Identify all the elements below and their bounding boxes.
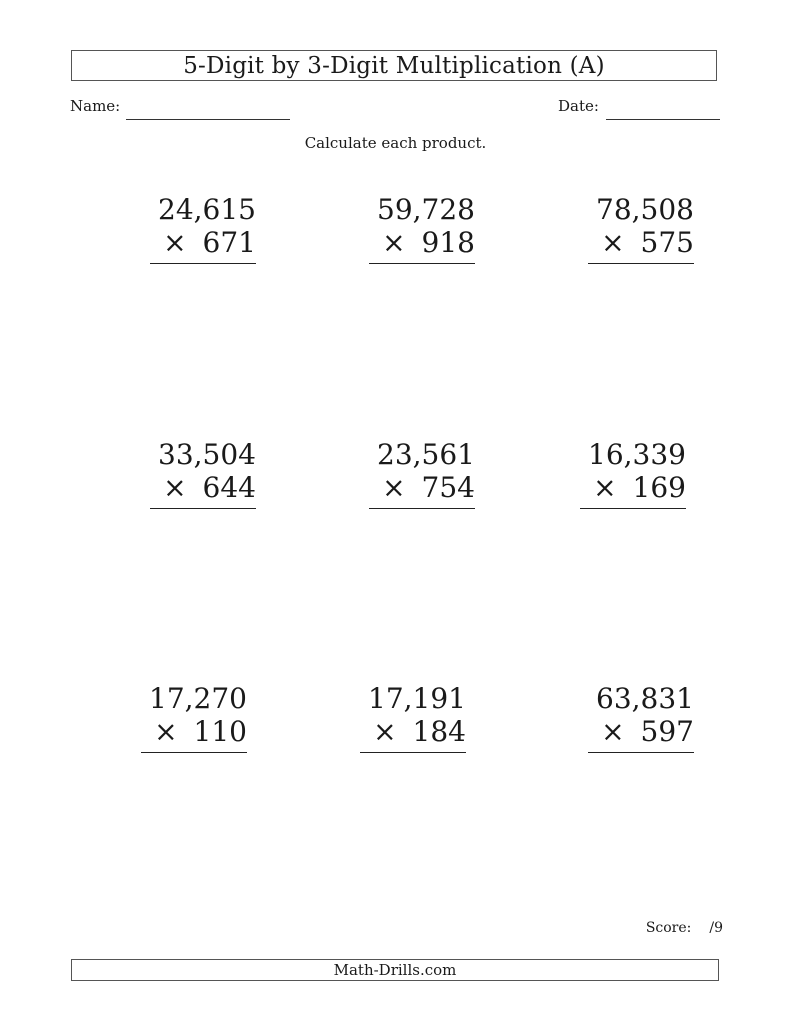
multiply-sign: × — [154, 715, 178, 748]
answer-line — [360, 752, 466, 753]
instructions: Calculate each product. — [304, 134, 487, 152]
multiplicand: 17,270 — [149, 682, 247, 715]
multiplier: 644 — [202, 471, 256, 504]
multiplicand: 78,508 — [596, 193, 694, 226]
answer-line — [580, 508, 686, 509]
answer-line — [150, 508, 256, 509]
multiplicand: 16,339 — [588, 438, 686, 471]
problem-8 — [360, 682, 466, 753]
problem-9 — [588, 682, 694, 753]
date-label: Date: — [558, 97, 599, 115]
score-total: /9 — [709, 920, 723, 936]
multiplicand: 24,615 — [158, 193, 256, 226]
answer-line — [588, 263, 694, 264]
problem-5 — [369, 438, 475, 509]
multiplier: 754 — [421, 471, 475, 504]
multiplicand: 17,191 — [368, 682, 466, 715]
multiply-sign: × — [382, 226, 406, 259]
multiply-sign: × — [163, 226, 187, 259]
name-field-line[interactable] — [126, 119, 290, 120]
multiply-sign: × — [601, 226, 625, 259]
problem-2 — [369, 193, 475, 264]
score — [646, 920, 723, 936]
score-label: Score: — [645, 920, 692, 936]
problem-1 — [150, 193, 256, 264]
multiply-sign: × — [601, 715, 625, 748]
answer-line — [141, 752, 247, 753]
worksheet-title: 5-Digit by 3-Digit Multiplication (A) — [71, 50, 717, 81]
multiply-sign: × — [382, 471, 406, 504]
multiply-sign: × — [373, 715, 397, 748]
multiplicand: 23,561 — [377, 438, 475, 471]
multiplicand: 33,504 — [158, 438, 256, 471]
problem-6 — [580, 438, 686, 509]
multiplier: 575 — [640, 226, 694, 259]
name-label: Name: — [70, 97, 121, 115]
multiplier: 184 — [412, 715, 466, 748]
answer-line — [150, 263, 256, 264]
multiplier: 110 — [193, 715, 247, 748]
multiplier: 918 — [421, 226, 475, 259]
multiply-sign: × — [163, 471, 187, 504]
multiplicand: 59,728 — [377, 193, 475, 226]
multiply-sign: × — [593, 471, 617, 504]
multiplier: 169 — [632, 471, 686, 504]
problem-4 — [150, 438, 256, 509]
answer-line — [369, 508, 475, 509]
multiplier: 671 — [202, 226, 256, 259]
multiplicand: 63,831 — [596, 682, 694, 715]
problem-3 — [588, 193, 694, 264]
date-field-line[interactable] — [606, 119, 720, 120]
problem-7 — [141, 682, 247, 753]
answer-line — [369, 263, 475, 264]
answer-line — [588, 752, 694, 753]
footer-credit: Math-Drills.com — [71, 959, 719, 981]
multiplier: 597 — [640, 715, 694, 748]
